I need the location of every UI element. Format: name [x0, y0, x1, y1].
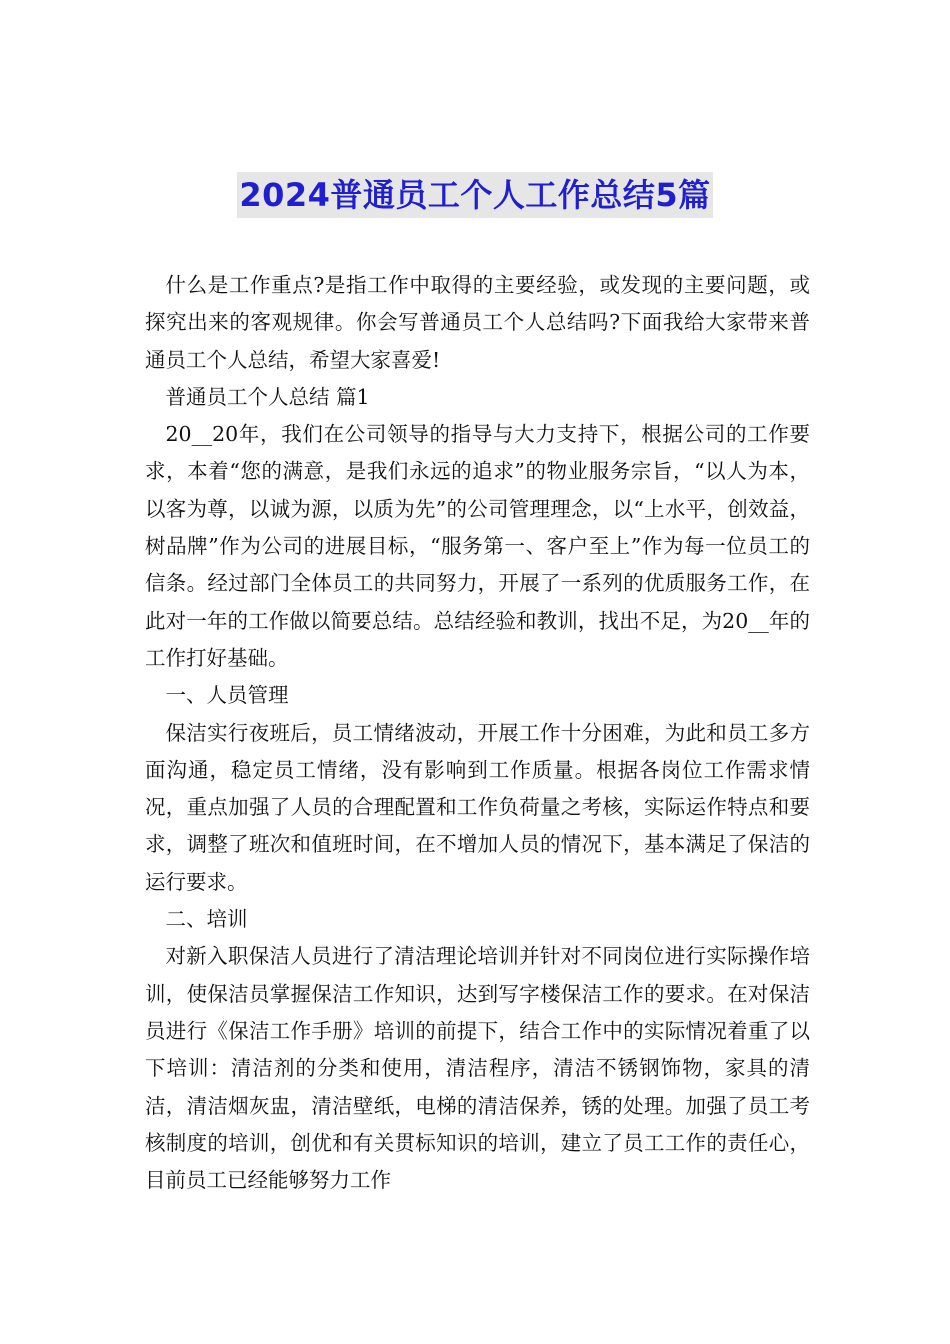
title-block [0, 172, 950, 218]
document-title: 2024普通员工个人工作总结5篇 [237, 172, 712, 218]
section-title: 普通员工个人总结 篇1 [165, 384, 370, 409]
body-paragraph-3: 对新入职保洁人员进行了清洁理论培训并针对不同岗位进行实际操作培训，使保洁员掌握保洁工作知识，达到写字楼保洁工作的要求。在对保洁员进行《保洁工作手册》培训的前提下，结合工作中的实际情况着重了以下培训：清洁剂的分类和使用，清洁程序，清洁不锈钢饰物，家具的清洁，清洁烟灰盅，清洁壁纸，电梯的清洁保养，锈的处理。加强了员工考核制度的培训，创优和有关贯标知识的培训，建立了员工工作的责任心，目前员工已经能够努力工作 [145, 944, 810, 1193]
intro-paragraph: 什么是工作重点?是指工作中取得的主要经验，或发现的主要问题，或探究出来的客观规律。你会写普通员工个人总结吗?下面我给大家带来普通员工个人总结，希望大家喜爱! [145, 273, 810, 372]
body-paragraph-1: 20__20年，我们在公司领导的指导与大力支持下，根据公司的工作要求，本着“您的满意，是我们永远的追求”的物业服务宗旨，“以人为本，以客为尊，以诚为源，以质为先”的公司管理理念，以“上水平，创效益，树品牌”作为公司的进展目标，“服务第一、客户至上”作为每一位员工的信条。经过部门全体员工的共同努力，开展了一系列的优质服务工作，在此对一年的工作做以简要总结。总结经验和教训，找出不足，为20__年的工作打好基础。 [145, 422, 810, 670]
document-body [145, 267, 810, 1199]
heading-training: 二、培训 [165, 907, 248, 932]
body-paragraph-2: 保洁实行夜班后，员工情绪波动，开展工作十分困难，为此和员工多方面沟通，稳定员工情绪，没有影响到工作质量。根据各岗位工作需求情况，重点加强了人员的合理配置和工作负荷量之考核，实际运作特点和要求，调整了班次和值班时间，在不增加人员的情况下，基本满足了保洁的运行要求。 [145, 720, 810, 894]
heading-personnel-management: 一、人员管理 [165, 683, 289, 708]
